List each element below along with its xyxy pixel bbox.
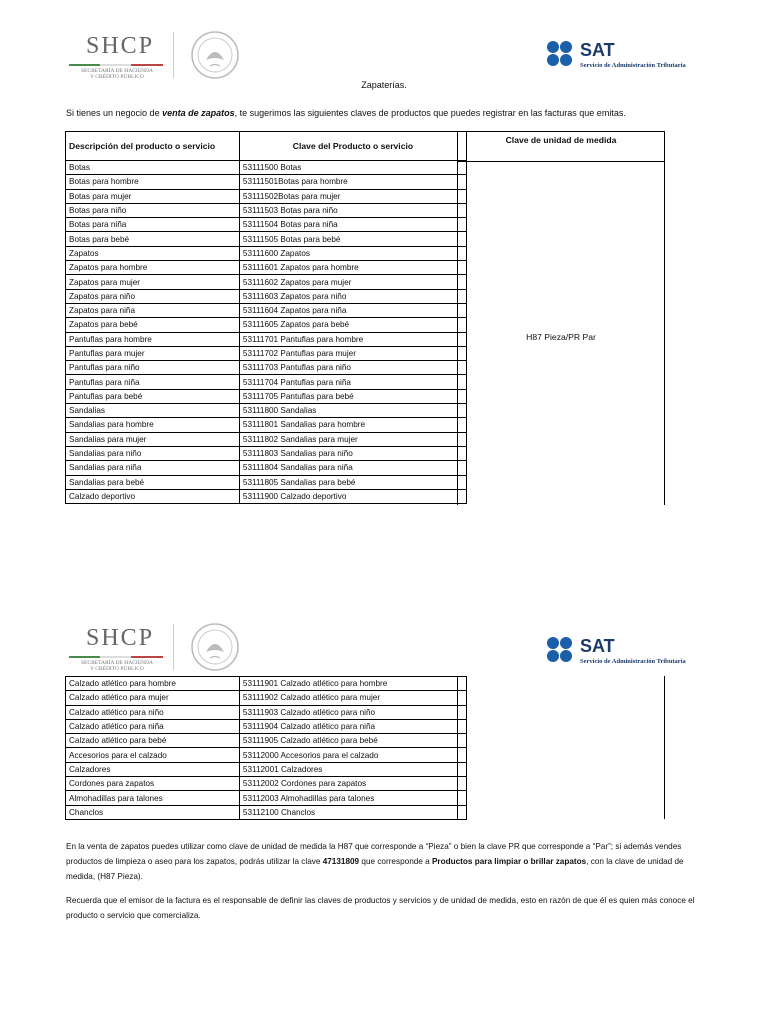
col-header-product-key: Clave del Producto o servicio xyxy=(239,132,466,161)
description-cell: Calzado atlético para hombre xyxy=(66,677,240,691)
description-cell: Calzado atlético para niña xyxy=(66,719,240,733)
table-row xyxy=(66,691,467,705)
page-title: Zapaterías. xyxy=(361,80,407,90)
description-cell: Pantuflas para niño xyxy=(66,361,240,375)
table-row xyxy=(66,475,467,489)
table-row xyxy=(66,389,467,403)
product-key-cell: 53111703 Pantuflas para niño xyxy=(239,361,466,375)
description-cell: Sandalias para niño xyxy=(66,446,240,460)
table-row xyxy=(66,261,467,275)
table-row xyxy=(66,289,467,303)
table-row xyxy=(66,446,467,460)
product-key-cell: 53111804 Sandalias para niña xyxy=(239,461,466,475)
description-cell: Sandalias para mujer xyxy=(66,432,240,446)
sat-logo xyxy=(546,38,706,74)
description-cell: Botas para niña xyxy=(66,218,240,232)
description-cell: Zapatos xyxy=(66,246,240,260)
table-row xyxy=(66,805,467,819)
table-row xyxy=(66,303,467,317)
description-cell: Botas para hombre xyxy=(66,175,240,189)
table-row xyxy=(66,489,467,503)
description-cell: Calzado atlético para niño xyxy=(66,705,240,719)
sat-wordmark: SAT xyxy=(580,40,615,60)
product-key-cell: 53111502Botas para mujer xyxy=(239,189,466,203)
product-key-cell: 53111604 Zapatos para niña xyxy=(239,303,466,317)
description-cell: Pantuflas para niña xyxy=(66,375,240,389)
description-cell: Botas para mujer xyxy=(66,189,240,203)
product-key-cell: 53111803 Sandalias para niño xyxy=(239,446,466,460)
description-cell: Chanclos xyxy=(66,805,240,819)
shcp-color-rule xyxy=(69,656,163,658)
description-cell: Zapatos para niña xyxy=(66,303,240,317)
logo-divider xyxy=(173,624,174,670)
product-key-cell: 53111504 Botas para niña xyxy=(239,218,466,232)
product-key-cell: 53111702 Pantuflas para mujer xyxy=(239,346,466,360)
unit-value: H87 Pieza/PR Par xyxy=(526,332,596,342)
product-key-cell: 53111904 Calzado atlético para niña xyxy=(239,719,466,733)
table-row xyxy=(66,232,467,246)
sat-subtitle: Servicio de Administración Tributaria xyxy=(580,62,686,69)
product-key-cell: 53111501Botas para hombre xyxy=(239,175,466,189)
description-cell: Zapatos para bebé xyxy=(66,318,240,332)
product-key-cell: 53112000 Accesorios para el calzado xyxy=(239,748,466,762)
product-key-cell: 53112002 Cordones para zapatos xyxy=(239,777,466,791)
cleaning-product-name: Productos para limpiar o brillar zapatos xyxy=(431,857,587,866)
logo-divider xyxy=(173,32,174,78)
table-row xyxy=(66,748,467,762)
table-row xyxy=(66,404,467,418)
table-row xyxy=(66,203,467,217)
table-row xyxy=(66,361,467,375)
sat-logo xyxy=(546,634,706,670)
shcp-color-rule xyxy=(69,64,163,66)
product-key-cell: 53111602 Zapatos para mujer xyxy=(239,275,466,289)
table-row xyxy=(66,332,467,346)
product-key-cell: 53111505 Botas para bebé xyxy=(239,232,466,246)
product-key-cell: 53112100 Chanclos xyxy=(239,805,466,819)
product-key-cell: 53111805 Sandalias para bebé xyxy=(239,475,466,489)
table-row xyxy=(66,175,467,189)
description-cell: Accesorios para el calzado xyxy=(66,748,240,762)
table-row xyxy=(66,275,467,289)
table-row xyxy=(66,762,467,776)
description-cell: Botas para bebé xyxy=(66,232,240,246)
product-key-cell: 53111901 Calzado atlético para hombre xyxy=(239,677,466,691)
description-cell: Calzado atlético para mujer xyxy=(66,691,240,705)
shcp-wordmark: SHCP xyxy=(86,625,155,651)
table-row xyxy=(66,461,467,475)
table-row xyxy=(66,418,467,432)
description-cell: Almohadillas para talones xyxy=(66,791,240,805)
product-key-cell: 53111601 Zapatos para hombre xyxy=(239,261,466,275)
table-row xyxy=(66,218,467,232)
note-unit-keys: En la venta de zapatos puedes utilizar como clave de unidad de medida la H87 que corresponde a “Pieza” o bien la clave PR que corresponde a “Par”; si además vendes productos de limpieza o aseo para los zapatos, podrás utilizar la clave 47131809 que corresponde a Productos para limpiar o brillar zapatos, con la clave de unidad de medida, (H87 Pieza). xyxy=(66,842,684,881)
product-key-cell: 53111600 Zapatos xyxy=(239,246,466,260)
description-cell: Cordones para zapatos xyxy=(66,777,240,791)
sat-wordmark: SAT xyxy=(580,636,615,656)
table-row xyxy=(66,734,467,748)
table-row xyxy=(66,246,467,260)
product-key-cell: 53111902 Calzado atlético para mujer xyxy=(239,691,466,705)
table-row xyxy=(66,791,467,805)
product-key-cell: 53111605 Zapatos para bebé xyxy=(239,318,466,332)
description-cell: Pantuflas para mujer xyxy=(66,346,240,360)
product-keys-table xyxy=(65,131,467,504)
mexico-seal-icon xyxy=(190,30,240,80)
description-cell: Pantuflas para hombre xyxy=(66,332,240,346)
product-keys-table-continued xyxy=(65,676,467,820)
shcp-subtitle: SECRETARÍA DE HACIENDA Y CRÉDITO PÚBLICO xyxy=(81,660,153,672)
sat-subtitle: Servicio de Administración Tributaria xyxy=(580,658,686,665)
product-key-cell: 53111903 Calzado atlético para niño xyxy=(239,705,466,719)
table-row xyxy=(66,375,467,389)
product-key-cell: 53111705 Pantuflas para bebé xyxy=(239,389,466,403)
table-row xyxy=(66,677,467,691)
description-cell: Calzado deportivo xyxy=(66,489,240,503)
product-key-cell: 53111503 Botas para niño xyxy=(239,203,466,217)
table-row xyxy=(66,346,467,360)
col-header-description: Descripción del producto o servicio xyxy=(66,132,240,161)
intro-emphasis: venta de zapatos xyxy=(162,108,235,118)
description-cell: Botas para niño xyxy=(66,203,240,217)
product-key-cell: 53111905 Calzado atlético para bebé xyxy=(239,734,466,748)
description-cell: Zapatos para hombre xyxy=(66,261,240,275)
unit-column-page2 xyxy=(457,676,665,819)
description-cell: Calzadores xyxy=(66,762,240,776)
sat-dots-icon xyxy=(546,636,578,668)
table-row xyxy=(66,777,467,791)
description-cell: Sandalias para niña xyxy=(66,461,240,475)
table-row xyxy=(66,432,467,446)
product-key-cell: 53111900 Calzado deportivo xyxy=(239,489,466,503)
description-cell: Sandalias para hombre xyxy=(66,418,240,432)
description-cell: Zapatos para mujer xyxy=(66,275,240,289)
note-responsibility: Recuerda que el emisor de la factura es el responsable de definir las claves de productos y servicios y de unidad de medida, esto en razón de que él es quien más conoce el producto o servicio que comercializa. xyxy=(66,896,695,920)
table-row xyxy=(66,161,467,175)
product-key-cell: 53112001 Calzadores xyxy=(239,762,466,776)
mexico-seal-icon xyxy=(190,622,240,672)
unit-column-page1 xyxy=(457,131,665,505)
product-key-cell: 53111701 Pantuflas para hombre xyxy=(239,332,466,346)
table-row xyxy=(66,719,467,733)
table-row xyxy=(66,318,467,332)
intro-paragraph: Si tienes un negocio de venta de zapatos, te sugerimos las siguientes claves de productos que puedes registrar en las facturas que emitas. xyxy=(66,108,626,118)
description-cell: Calzado atlético para bebé xyxy=(66,734,240,748)
shcp-subtitle: SECRETARÍA DE HACIENDA Y CRÉDITO PÚBLICO xyxy=(81,68,153,80)
table-row xyxy=(66,705,467,719)
product-key-cell: 53111704 Pantuflas para niña xyxy=(239,375,466,389)
product-key-cell: 53111603 Zapatos para niño xyxy=(239,289,466,303)
sat-dots-icon xyxy=(546,40,578,72)
shcp-wordmark: SHCP xyxy=(86,33,155,59)
product-key-cell: 53111800 Sandalias xyxy=(239,404,466,418)
description-cell: Botas xyxy=(66,161,240,175)
description-cell: Sandalias xyxy=(66,404,240,418)
product-key-cell: 53112003 Almohadillas para talones xyxy=(239,791,466,805)
description-cell: Pantuflas para bebé xyxy=(66,389,240,403)
description-cell: Zapatos para niño xyxy=(66,289,240,303)
col-header-unit: Clave de unidad de medida xyxy=(505,135,617,145)
cleaning-product-code: 47131809 xyxy=(322,857,360,866)
product-key-cell: 53111500 Botas xyxy=(239,161,466,175)
product-key-cell: 53111802 Sandalias para mujer xyxy=(239,432,466,446)
description-cell: Sandalias para bebé xyxy=(66,475,240,489)
table-row xyxy=(66,189,467,203)
product-key-cell: 53111801 Sandalias para hombre xyxy=(239,418,466,432)
